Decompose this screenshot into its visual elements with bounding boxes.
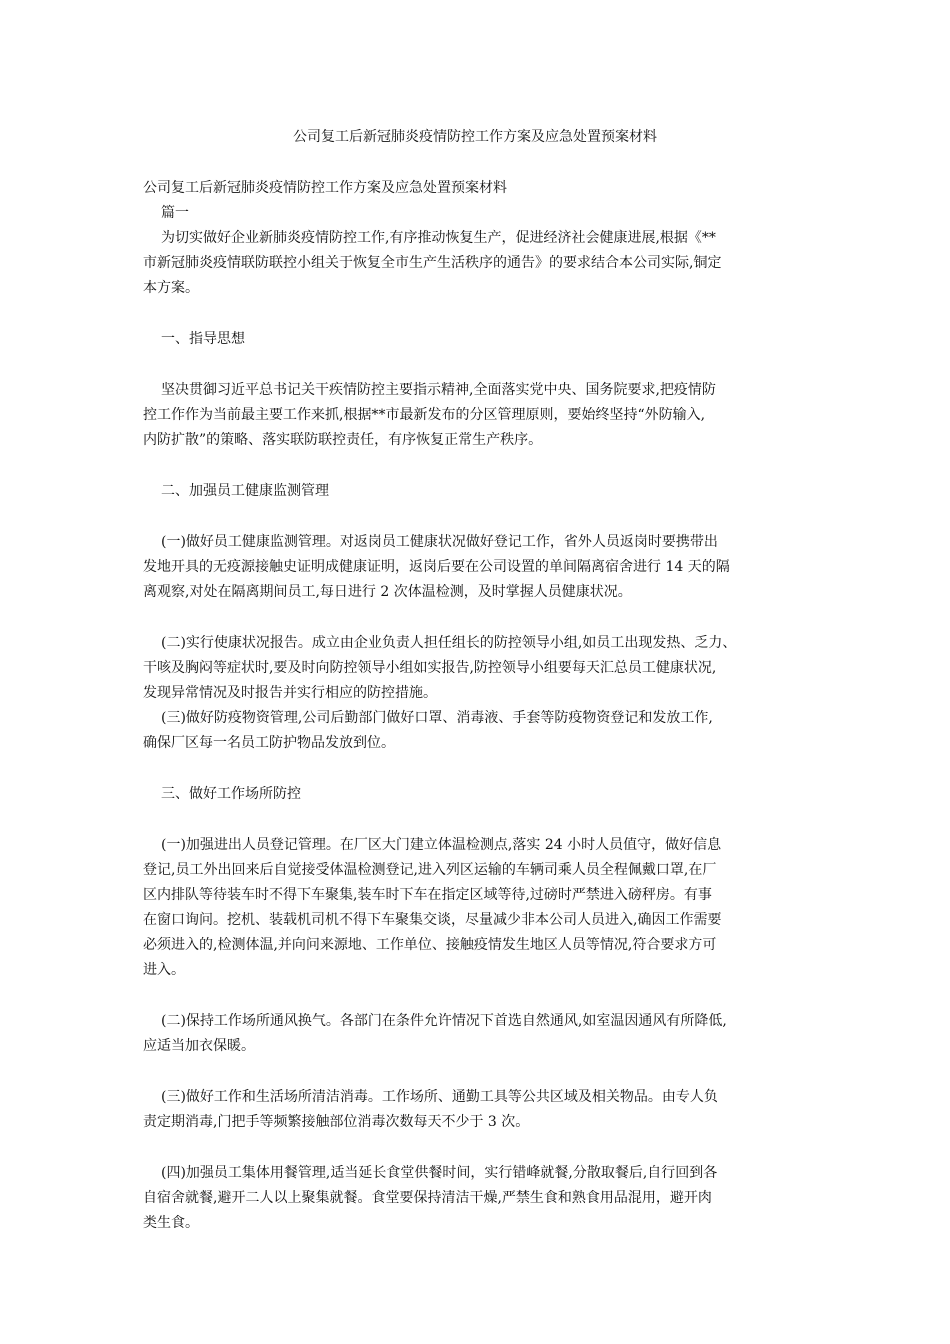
document-title: 公司复工后新冠肺炎疫情防控工作方案及应急处置预案材料 (293, 129, 657, 145)
paragraph-line: 登记,员工外出回来后自觉接受体温检测登记,进入列区运输的车辆司乘人员全程佩戴口罩,在厂 (143, 862, 717, 878)
section2-item2 (143, 631, 819, 706)
paragraph-line: 进入。 (143, 962, 185, 978)
spacer (143, 301, 819, 327)
section1-paragraph (143, 378, 819, 453)
paragraph-line: (二)实行使康状况报告。成立由企业负责人担任组长的防控领导小组,如员工出现发热、乏力、 (161, 635, 737, 651)
spacer (143, 605, 819, 631)
section3-item2 (143, 1009, 819, 1059)
paragraph-line: 在窗口询问。挖机、装载机司机不得下车聚集交谈，尽量减少非本公司人员进入,确因工作需要 (143, 912, 722, 928)
section3-item4 (143, 1161, 819, 1236)
spacer (143, 453, 819, 479)
paragraph-line: 确保厂区每一名员工防护物品发放到位。 (143, 735, 395, 751)
paragraph-line: 坚决贯御习近平总书记关干疾情防控主要指示精神,全面落实党中央、国务院要求,把疫情防 (161, 382, 716, 398)
paragraph-line: 控工作作为当前最主要工作来抓,根据**市最新发布的分区管理原则，要始终坚持“外防输入, (143, 407, 706, 423)
part-label: 篇一 (161, 205, 189, 221)
section-heading-3: 三、做好工作场所防控 (161, 786, 301, 802)
paragraph-line: 市新冠肺炎疫情联防联控小组关于恢复全市生产生活秩序的通告》的要求结合本公司实际,铜定 (143, 255, 722, 271)
paragraph-line: 本方案。 (143, 280, 199, 296)
paragraph-line: 区内排队等待装车时不得下车聚集,装车时下车在指定区域等待,过磅时严禁进入磅秤房。有事 (143, 887, 712, 903)
paragraph-line: (四)加强员工集体用餐管理,适当延长食堂供餐时间，实行错峰就餐,分散取餐后,自行回到各 (161, 1165, 718, 1181)
paragraph-line: (二)保持工作场所通风换气。各部门在条件允许情况下首选自然通风,如室温因通风有所降低, (161, 1013, 727, 1029)
spacer (143, 1059, 819, 1085)
section-heading-1: 一、指导思想 (161, 331, 245, 347)
section3-item1 (143, 833, 819, 983)
paragraph-line: (一)做好员工健康监测管理。对返岗员工健康状况做好登记工作，省外人员返岗时要携带出 (161, 534, 718, 550)
paragraph-line: 干咳及胸闷等症状时,要及时向防控领导小组如实报告,防控领导小组要每天汇总员工健康状况, (143, 660, 717, 676)
spacer (143, 352, 819, 378)
paragraph-line: (三)做好工作和生活场所清洁消毒。工作场所、通勤工具等公共区域及相关物品。由专人负 (161, 1089, 718, 1105)
spacer (143, 504, 819, 530)
paragraph-line: 类生食。 (143, 1215, 199, 1231)
paragraph-line: 发地开具的无疫源接触史证明成健康证明，返岗后要在公司设置的单间隔离宿舍进行 14 天的隔 (143, 559, 730, 575)
section2-item1 (143, 530, 819, 605)
spacer (143, 756, 819, 782)
paragraph-line: 必须进入的,检测体温,并向问来源地、工作单位、接触疫情发生地区人员等情况,符合要求方可 (143, 937, 717, 953)
spacer (143, 1135, 819, 1161)
document-body (143, 176, 819, 1236)
document-subtitle: 公司复工后新冠肺炎疫情防控工作方案及应急处置预案材料 (143, 180, 507, 196)
paragraph-line: 为切实做好企业新肺炎疫情防控工作,有序推动恢复生产，促进经济社会健康进展,根据《** (161, 230, 716, 246)
spacer (143, 983, 819, 1009)
paragraph-line: 发现异常情况及时报告并实行相应的防控措施。 (143, 685, 437, 701)
section2-item3 (143, 706, 819, 756)
paragraph-line: 责定期消毒,门把手等频繁接触部位消毒次数每天不少于 3 次。 (143, 1114, 530, 1130)
paragraph-line: 离观察,对处在隔离期间员工,每日进行 2 次体温检测，及时掌握人员健康状况。 (143, 584, 632, 600)
paragraph-line: 自宿舍就餐,避开二人以上聚集就餐。食堂要保持清洁干燥,严禁生食和熟食用品混用，避开肉 (143, 1190, 712, 1206)
section-heading-2: 二、加强员工健康监测管理 (161, 483, 329, 499)
spacer (143, 807, 819, 833)
intro-paragraph (143, 226, 819, 301)
paragraph-line: 应适当加衣保暖。 (143, 1038, 255, 1054)
paragraph-line: (三)做好防疫物资管理,公司后勤部门做好口罩、消毒液、手套等防疫物资登记和发放工作, (161, 710, 713, 726)
paragraph-line: (一)加强进出人员登记管理。在厂区大门建立体温检测点,落实 24 小时人员值守，做好信息 (161, 837, 722, 853)
section3-item3 (143, 1085, 819, 1135)
paragraph-line: 内防扩散”的策略、落实联防联控责任，有序恢复正常生产秩序。 (143, 432, 543, 448)
